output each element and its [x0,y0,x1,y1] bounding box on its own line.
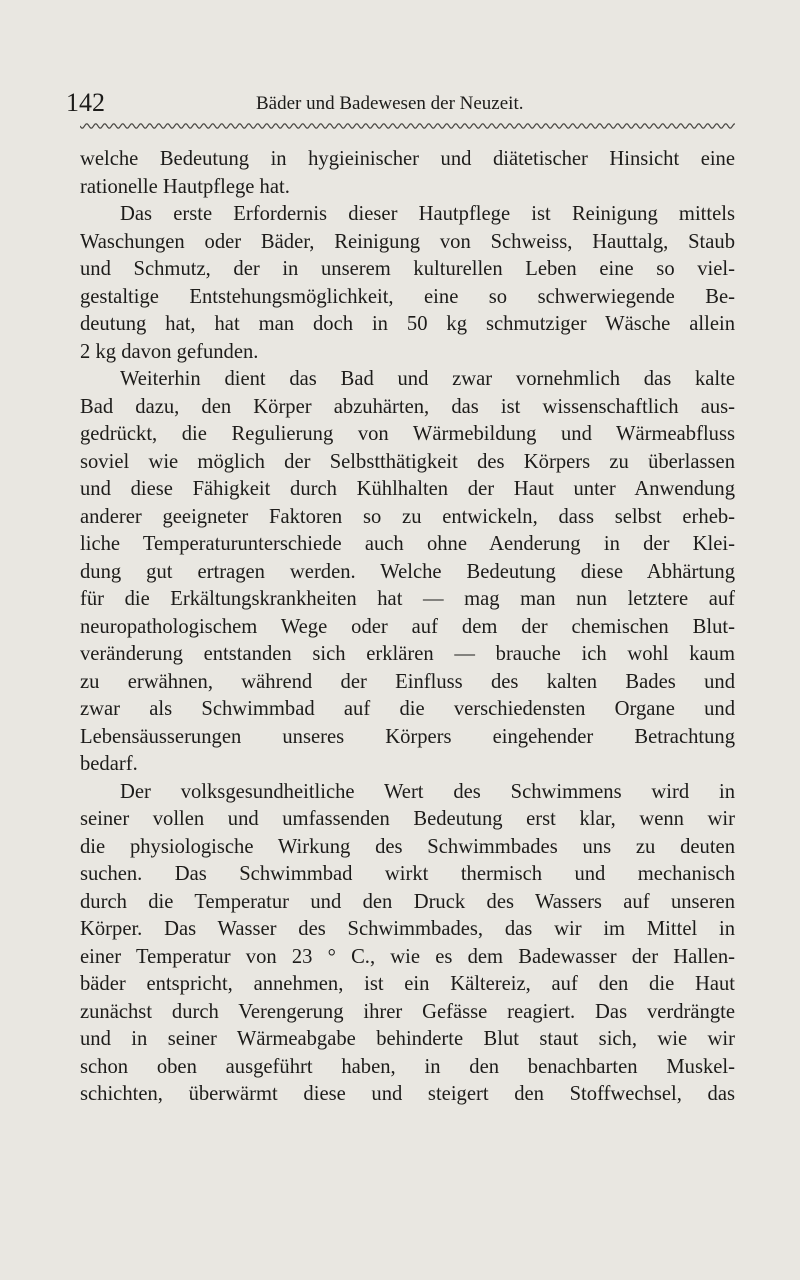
text-line: für die Erkältungskrankheiten hat — mag man nun letztere auf [80,588,735,610]
text-line: einer Temperatur von 23 ° C., wie es dem Badewasser der Hallen- [80,945,735,968]
page-number: 142 [66,88,105,117]
text-line: zu erwähnen, während der Einfluss des kalten Bades und [80,670,735,693]
text-line: 2 kg davon gefunden. [80,340,259,363]
text-line: und Schmutz, der in unserem kulturellen Leben eine so viel- [80,258,735,280]
running-title: Bäder und Badewesen der Neuzeit. [256,93,524,114]
text-line: gedrückt, die Regulierung von Wärmebildung und Wärmeabfluss [80,423,735,445]
text-line: und in seiner Wärmeabgabe behinderte Blut staut sich, wie wir [80,1028,735,1050]
text-line: bäder entspricht, annehmen, ist ein Kältereiz, auf den die Haut [80,973,735,995]
text-line: rationelle Hautpflege hat. [80,175,290,198]
text-line: zwar als Schwimmbad auf die verschiedensten Organe und [80,698,735,720]
text-line: Weiterhin dient das Bad und zwar vornehmlich das kalte [120,368,735,390]
text-line: deutung hat, hat man doch in 50 kg schmutziger Wäsche allein [80,313,735,335]
text-line: suchen. Das Schwimmbad wirkt thermisch und mechanisch [80,863,735,885]
text-line: zunächst durch Verengerung ihrer Gefässe reagiert. Das verdrängte [80,1000,735,1023]
text-line: die physiologische Wirkung des Schwimmbades uns zu deuten [80,835,735,858]
text-line: Waschungen oder Bäder, Reinigung von Schweiss, Hauttalg, Staub [80,230,735,253]
text-line: und diese Fähigkeit durch Kühlhalten der Haut unter Anwendung [80,478,735,500]
text-line: soviel wie möglich der Selbstthätigkeit des Körpers zu überlassen [80,450,735,473]
ornamental-wavy-rule [80,121,735,131]
text-line: dung gut ertragen werden. Welche Bedeutung diese Abhärtung [80,560,735,583]
text-line: Das erste Erfordernis dieser Hautpflege ist Reinigung mittels [120,203,735,225]
text-line: Lebensäusserungen unseres Körpers eingehender Betrachtung [80,725,735,748]
text-line: seiner vollen und umfassenden Bedeutung erst klar, wenn wir [80,808,735,830]
text-line: Der volksgesundheitliche Wert des Schwimmens wird in [120,780,735,803]
text-line: gestaltige Entstehungsmöglichkeit, eine so schwerwiegende Be- [80,285,735,308]
text-line: neuropathologischem Wege oder auf dem der chemischen Blut- [80,615,735,638]
text-line: durch die Temperatur und den Druck des Wassers auf unseren [80,890,735,913]
text-line: Bad dazu, den Körper abzuhärten, das ist wissenschaftlich aus- [80,395,735,418]
text-line: welche Bedeutung in hygieinischer und diätetischer Hinsicht eine [80,148,735,170]
text-line: schon oben ausgeführt haben, in den benachbarten Muskel- [80,1055,735,1078]
page-header [66,88,746,118]
text-line: veränderung entstanden sich erklären — brauche ich wohl kaum [80,643,735,665]
text-line: Körper. Das Wasser des Schwimmbades, das wir im Mittel in [80,918,735,940]
text-line: anderer geeigneter Faktoren so zu entwickeln, dass selbst erheb- [80,505,735,528]
body-text [80,146,735,1109]
text-line: bedarf. [80,753,138,775]
text-line: liche Temperaturunterschiede auch ohne Aenderung in der Klei- [80,533,735,555]
text-line: schichten, überwärmt diese und steigert den Stoffwechsel, das [80,1083,735,1105]
